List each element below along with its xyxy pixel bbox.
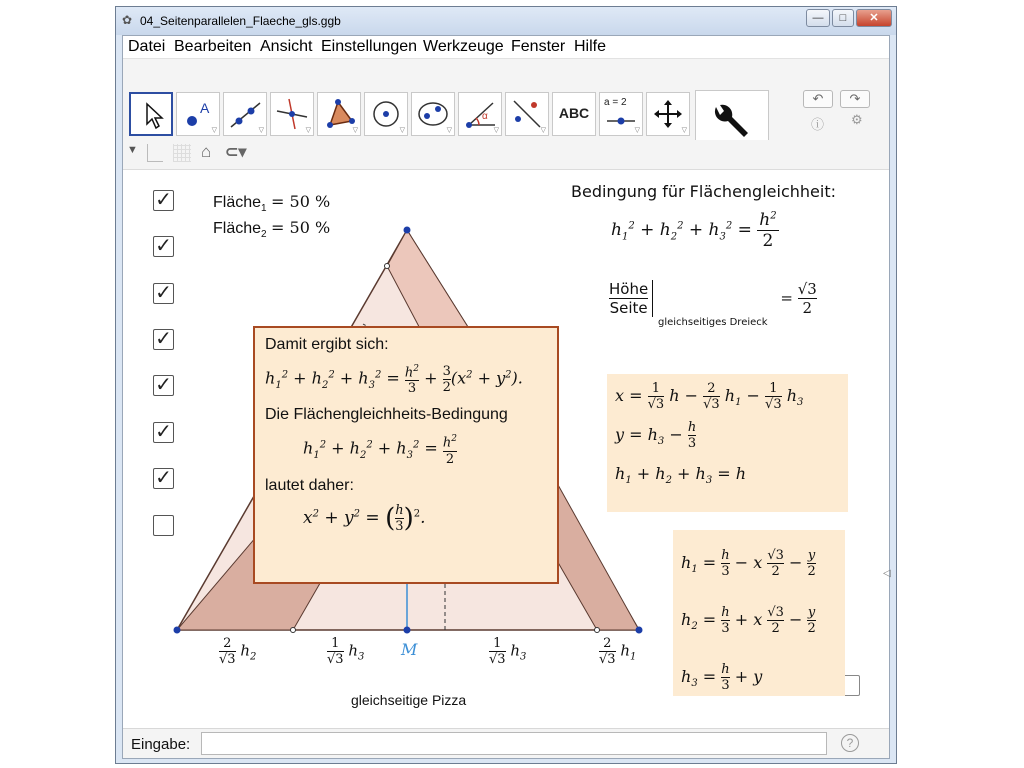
move-view-tool[interactable] [646, 92, 690, 136]
point-tool[interactable] [176, 92, 220, 136]
axes-toggle-icon[interactable] [147, 144, 163, 162]
slider-tool-label: a = 2 [604, 97, 627, 108]
flaeche2-value: = 50 % [271, 218, 331, 237]
point-icon [181, 97, 215, 131]
gleichseitiges-label: gleichseitiges Dreieck [657, 317, 768, 328]
dropdown-caret-icon: ▽ [399, 127, 405, 134]
maximize-button[interactable]: □ [832, 9, 854, 27]
hoehe-label: Höhe [609, 280, 649, 298]
point-M-label: M [401, 640, 418, 659]
cursor-arrow-icon [135, 98, 169, 132]
coordinates-formulas: x = $\frac{1}{√3}$ h − $\frac{2}{√3}$ $h_1$ − $\frac{1}{√3}$ $h_3$ $y = h_3$ − $\frac{h}{3}$ $h_1 + h_2 + h_3 = h$ [615, 381, 804, 487]
dropdown-caret-icon: ▽ [258, 127, 264, 134]
dropdown-caret-icon: ▽ [352, 127, 358, 134]
dropdown-caret-icon: ▽ [493, 127, 499, 134]
ellipse-icon [416, 97, 450, 131]
dropdown-caret-icon: ▽ [634, 127, 640, 134]
heights-formulas: $h_1$ = $\frac{h}{3}$ − x $\frac{√3}{2}$ − $\frac{y}{2}$ $h_2$ = $\frac{h}{3}$ + x $\frac{√3}{2}$ − $\frac{y}{2}$ $h_3$ = $\frac{h}{3}$ + y [681, 548, 816, 694]
slider-tool[interactable] [599, 92, 643, 136]
reflect-line-icon [510, 97, 544, 131]
dropdown-caret-icon: ▽ [681, 127, 687, 134]
redo-button[interactable]: ↷ [840, 90, 870, 108]
svg-text:A: A [200, 100, 210, 116]
circle-center-point-icon [369, 97, 403, 131]
app-client-area [122, 35, 890, 759]
menu-werkzeuge[interactable]: Werkzeuge [423, 38, 504, 55]
flaeche2-subscript: 2 [261, 229, 267, 241]
dropdown-caret-icon: ▽ [446, 127, 452, 134]
menu-fenster[interactable]: Fenster [511, 38, 566, 55]
popup-formula-2: $h_1^2 + h_2^2 + h_3^2$ = $\frac{h^2}{2}$ [303, 434, 458, 467]
flaeche1-subscript: 1 [261, 203, 267, 215]
grid-toggle-icon[interactable] [173, 144, 191, 162]
polygon-tool[interactable] [317, 92, 361, 136]
svg-text:α: α [482, 111, 488, 122]
popup-line-3: Die Flächengleichheits-Bedingung [265, 406, 508, 424]
gear-icon[interactable]: ⚙ [851, 112, 863, 127]
polygon-triangle-icon [322, 97, 356, 131]
pizza-caption: gleichseitige Pizza [351, 692, 467, 708]
checkbox-4[interactable]: ✓ [153, 329, 174, 350]
input-field[interactable] [201, 732, 827, 755]
slider-icon [604, 97, 638, 131]
label-1-sqrt3-h3-left: $\frac{1}{√3}$ $h_3$ [327, 636, 365, 667]
line-tool[interactable] [223, 92, 267, 136]
flaeche2-label [213, 218, 330, 240]
coordinates-box [607, 374, 848, 512]
menu-bearbeiten[interactable]: Bearbeiten [174, 38, 252, 55]
menu-hilfe[interactable]: Hilfe [574, 38, 607, 55]
flaeche1-label [213, 192, 330, 214]
menu-einstellungen[interactable]: Einstellungen [321, 38, 418, 55]
result-popup [253, 326, 559, 584]
input-help-icon[interactable]: ? [841, 734, 859, 752]
popup-line-5: lautet daher: [265, 476, 354, 494]
circle-tool[interactable] [364, 92, 408, 136]
checkbox-3[interactable]: ✓ [153, 283, 174, 304]
flaeche1-word: Fläche [213, 194, 262, 211]
side-panel-toggle-icon[interactable]: ◁ [883, 568, 891, 579]
flaeche2-word: Fläche [213, 220, 262, 237]
app-window [115, 6, 897, 764]
seite-label: Seite [609, 299, 648, 317]
menu-datei[interactable]: Datei [128, 38, 166, 55]
checkbox-7[interactable]: ✓ [153, 468, 174, 489]
input-bar [123, 728, 889, 758]
title-bar [116, 7, 896, 35]
move-arrows-icon [651, 97, 685, 131]
popup-line-1: Damit ergibt sich: [265, 336, 389, 353]
graphics-view[interactable] [123, 170, 889, 728]
checkbox-5[interactable]: ✓ [153, 375, 174, 396]
dropdown-caret-icon: ▽ [211, 127, 217, 134]
dropdown-caret-icon: ▽ [305, 127, 311, 134]
geogebra-app-icon: ✿ [122, 13, 133, 27]
angle-tool[interactable] [458, 92, 502, 136]
checkbox-6[interactable]: ✓ [153, 422, 174, 443]
text-tool[interactable]: ABC [552, 92, 596, 136]
dropdown-caret-icon: ▽ [540, 127, 546, 134]
point-capture-icon[interactable]: ⊂▾ [225, 144, 247, 161]
perpendicular-line-icon [275, 97, 309, 131]
label-2-sqrt3-h1: $\frac{2}{√3}$ $h_1$ [599, 636, 637, 667]
minimize-button[interactable]: — [806, 9, 830, 27]
label-2-sqrt3-h2: $\frac{2}{√3}$ $h_2$ [219, 636, 257, 667]
heights-box [673, 530, 845, 696]
window-title: 04_Seitenparallelen_Flaeche_gls.ggb [140, 14, 341, 28]
popup-formula-1: $h_1^2 + h_2^2 + h_3^2$ = $\frac{h^2}{3}$ + $\frac{3}{2}$ $(x^2 + y^2)$. [265, 363, 523, 397]
bedingung-title: Bedingung für Flächengleichheit: [571, 182, 836, 201]
menu-ansicht[interactable]: Ansicht [260, 38, 313, 55]
hoehe-seite-ratio: Höhe Seite $_{gleichseitiges Dreieck}$ = $\frac{√3}{2}$ [609, 280, 817, 328]
conic-tool[interactable] [411, 92, 455, 136]
bedingung-formula: $h_1^2 + h_2^2 + h_3^2$ = $\frac{h^2}{2}$ [611, 210, 777, 251]
reflect-tool[interactable] [505, 92, 549, 136]
style-bar [123, 140, 889, 170]
line-through-points-icon [228, 97, 262, 131]
label-1-sqrt3-h3-right: $\frac{1}{√3}$ $h_3$ [489, 636, 527, 667]
help-circle-icon[interactable]: ⓘ [811, 117, 825, 132]
input-label: Eingabe: [131, 736, 191, 753]
collapse-triangle-icon[interactable]: ▼ [127, 144, 138, 156]
close-button[interactable]: ✕ [856, 9, 892, 27]
angle-icon [463, 97, 497, 131]
perpendicular-tool[interactable] [270, 92, 314, 136]
home-view-icon[interactable]: ⌂ [201, 142, 212, 161]
menu-bar [123, 36, 889, 58]
checkbox-1[interactable]: ✓ [153, 190, 174, 211]
undo-button[interactable]: ↶ [803, 90, 833, 108]
move-tool[interactable] [129, 92, 173, 136]
checkbox-2[interactable]: ✓ [153, 236, 174, 257]
popup-formula-3: $x^2 + y^2$ = ( $\frac{h}{3}$ )$^2$. [303, 502, 426, 534]
flaeche1-value: = 50 % [271, 192, 331, 211]
